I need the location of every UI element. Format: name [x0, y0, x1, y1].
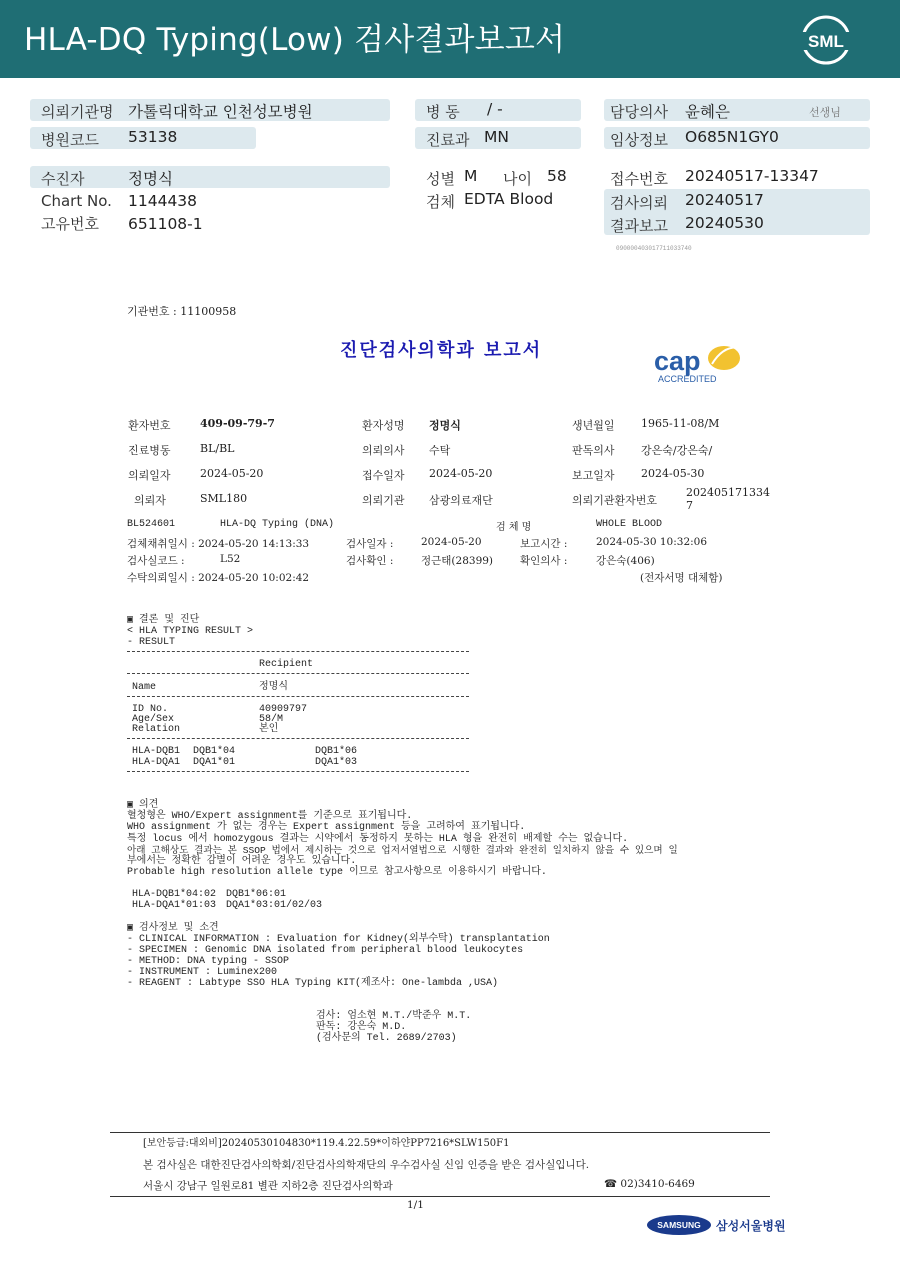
report-title: 진단검사의학과 보고서: [340, 340, 543, 361]
row3-label3: 보고일자: [572, 469, 615, 482]
clinical-label: 임상정보: [610, 131, 668, 149]
sml-logo-icon: [800, 14, 852, 66]
meta2-testdate: 2024-05-20: [421, 536, 482, 548]
name-label: Name: [132, 682, 157, 693]
info-line: - SPECIMEN : Genomic DNA isolated from peripheral blood leukocytes: [127, 945, 524, 956]
relation-label: Relation: [132, 724, 181, 735]
ward-label: 병 동: [426, 103, 460, 121]
hospital-code-label: 병원코드: [41, 131, 99, 149]
footer-address: 서울시 강남구 일원로81 별관 지하2층 진단검사의학과: [143, 1180, 393, 1192]
dqb1-allele2: DQB1*06: [315, 746, 358, 757]
meta3-check: 정근태(28399): [421, 555, 494, 567]
divider: [127, 771, 469, 772]
row2-value1: BL/BL: [200, 442, 235, 455]
name-value: 정명식: [259, 682, 288, 693]
dqb1-locus: HLA-DQB1: [132, 746, 181, 757]
row3-value2: 2024-05-20: [429, 467, 493, 480]
receipt-label: 접수번호: [610, 170, 668, 188]
sex-label: 성별: [426, 170, 455, 188]
dqa1-allele1: DQA1*01: [193, 757, 236, 768]
samsung-logo-icon: [646, 1214, 712, 1236]
chart-value: 1144438: [128, 192, 198, 210]
row2-value3: 강은숙/강은숙/: [641, 444, 713, 457]
header-bar: [0, 0, 900, 78]
sml-logo-text: SML: [808, 32, 844, 51]
footer-cert: 본 검사실은 대한진단검사의학회/진단검사의학재단의 우수검사실 신임 인증을 받은 검사실입니다.: [143, 1159, 590, 1171]
footer-top-rule: [110, 1132, 770, 1133]
meta4-request: 수탁의뢰일시 : 2024-05-20 10:02:42: [127, 572, 310, 584]
info-heading: ▣ 검사정보 및 소견: [127, 923, 219, 934]
hr-dqb1: HLA-DQB1*04:02: [132, 889, 217, 900]
sex-value: M: [464, 167, 478, 185]
hr-dqa1-2: DQA1*03:01/02/03: [226, 900, 323, 911]
footer-tel: ☎ 02)3410-6469: [604, 1178, 695, 1190]
divider: [127, 673, 469, 674]
row3-value1: 2024-05-20: [200, 467, 264, 480]
footer-bottom-rule: [110, 1196, 770, 1197]
chart-label: Chart No.: [41, 192, 112, 210]
meta1-test: HLA-DQ Typing (DNA): [220, 519, 335, 530]
physician-title: 선생님: [809, 106, 841, 119]
sign-contact: (검사문의 Tel. 2689/2703): [316, 1033, 457, 1044]
hr-dqa1: HLA-DQA1*01:03: [132, 900, 217, 911]
opinion-line: Probable high resolution allele type 이므로 참고사항으로 이용하시기 바랍니다.: [127, 867, 547, 878]
patient-value: 정명식: [128, 170, 173, 188]
meta3-labcode: L52: [220, 553, 241, 565]
unique-label: 고유번호: [41, 215, 99, 233]
samsung-logo-text: SAMSUNG: [657, 1220, 701, 1230]
row2-label2: 의뢰의사: [362, 444, 405, 457]
row3-label1: 의뢰일자: [128, 469, 171, 482]
info-line: - REAGENT : Labtype SSO HLA Typing KIT(제조사: One-lambda ,USA): [127, 978, 499, 989]
row1-value2: 정명식: [429, 419, 461, 432]
divider: [127, 696, 469, 697]
page-number: 1/1: [407, 1199, 424, 1211]
agesex-label: Age/Sex: [132, 714, 175, 725]
opinion-line: 특정 locus 에서 homozygous 결과는 시약에서 동정하지 못하는 HLA 형을 완전히 배제할 수는 없습니다.: [127, 834, 629, 845]
meta2-reporttime: 2024-05-30 10:32:06: [596, 536, 708, 548]
department-label: 진료과: [426, 131, 470, 149]
report-value: 20240530: [685, 214, 764, 232]
org-number: 기관번호 : 11100958: [127, 305, 237, 318]
meta2-collect: 검체채취일시 : 2024-05-20 14:13:33: [127, 538, 310, 550]
info-line: - INSTRUMENT : Luminex200: [127, 967, 278, 978]
agesex-value: 58/M: [259, 714, 284, 725]
receipt-value: 20240517-13347: [685, 167, 819, 185]
row3-label2: 접수일자: [362, 469, 405, 482]
footer-code: [보안등급:대외비]20240530104830*119.4.22.59*이하얀PP7216*SLW150F1: [143, 1138, 510, 1149]
age-label: 나이: [503, 170, 532, 188]
request-label: 검사의뢰: [610, 194, 668, 212]
samsung-hospital-name: 삼성서울병원: [716, 1219, 786, 1233]
row4-label1: 의뢰자: [134, 494, 166, 507]
requesting-org-label: 의뢰기관명: [41, 103, 114, 121]
row2-label1: 진료병동: [128, 444, 171, 457]
physician-value: 윤혜은: [685, 103, 730, 121]
meta3-labcode-label: 검사실코드 :: [127, 555, 185, 567]
result-heading: ▣ 결론 및 진단: [127, 615, 200, 626]
opinion-heading: ▣ 의견: [127, 800, 159, 811]
info-line: - METHOD: DNA typing - SSOP: [127, 956, 290, 967]
meta1-specimen: WHOLE BLOOD: [596, 519, 663, 530]
id-label: ID No.: [132, 704, 169, 715]
meta3-doctor-label: 확인의사 :: [520, 555, 568, 567]
cap-accredited-logo: [652, 342, 748, 386]
row4-value3: 202405171334: [686, 486, 770, 499]
row1-value3: 1965-11-08/M: [641, 417, 720, 430]
unique-value: 651108-1: [128, 215, 203, 233]
opinion-line: 아래 고해상도 결과는 본 SSOP 법에서 제시하는 것으로 업저서열법으로 시행한 결과와 완전히 일치하지 않을 수 있으며 일: [127, 845, 678, 856]
opinion-line: WHO assignment 가 없는 경우는 Expert assignment 등을 고려하여 표기됩니다.: [127, 822, 526, 833]
meta1-specimen-label: 검 체 명: [496, 522, 532, 533]
meta1-code: BL524601: [127, 519, 176, 530]
row2-label3: 판독의사: [572, 444, 615, 457]
row4-value2: 삼광의료재단: [429, 494, 493, 507]
row2-value2: 수탁: [429, 444, 451, 457]
physician-label: 담당의사: [610, 103, 668, 121]
id-value: 40909797: [259, 704, 308, 715]
report-label: 결과보고: [610, 217, 668, 235]
ward-value: / -: [487, 100, 503, 118]
divider: [127, 651, 469, 652]
cap-logo-subtext: ACCREDITED: [658, 374, 717, 384]
opinion-line: 혈청형은 WHO/Expert assignment를 기준으로 표기됩니다.: [127, 811, 413, 822]
dqa1-allele2: DQA1*03: [315, 757, 358, 768]
hospital-code-value: 53138: [128, 128, 178, 146]
age-value: 58: [547, 167, 567, 185]
row4-label2: 의뢰기관: [362, 494, 405, 507]
meta3-doctor: 강은숙(406): [596, 555, 655, 567]
clinical-value: O685N1GY0: [685, 128, 779, 146]
dqb1-allele1: DQB1*04: [193, 746, 236, 757]
row4-value1: SML180: [200, 492, 248, 505]
tiny-barcode: 090000403017711033740: [616, 245, 692, 252]
specimen-value: EDTA Blood: [464, 190, 554, 208]
divider: [127, 738, 469, 739]
result-label: - RESULT: [127, 637, 176, 648]
dqa1-locus: HLA-DQA1: [132, 757, 181, 768]
row4-label3: 의뢰기관환자번호: [572, 494, 658, 507]
meta2-testdate-label: 검사일자 :: [346, 538, 394, 550]
page-title: HLA-DQ Typing(Low) 검사결과보고서: [24, 22, 566, 58]
specimen-label: 검체: [426, 193, 455, 211]
sign-tester: 검사: 엄소현 M.T./박준우 M.T.: [316, 1011, 472, 1022]
row1-label1: 환자번호: [128, 419, 171, 432]
requesting-org-value: 가톨릭대학교 인천성모병원: [128, 103, 313, 121]
hr-dqb1-2: DQB1*06:01: [226, 889, 287, 900]
sign-reader: 판독: 강은숙 M.D.: [316, 1022, 407, 1033]
recipient-label: Recipient: [259, 659, 314, 670]
result-subheading: < HLA TYPING RESULT >: [127, 626, 254, 637]
meta3-check-label: 검사확인 :: [346, 555, 394, 567]
cap-logo-text: cap: [654, 346, 701, 376]
row1-label2: 환자성명: [362, 419, 405, 432]
request-value: 20240517: [685, 191, 764, 209]
row4-value3-cont: 7: [686, 499, 693, 512]
meta4-esign: (전자서명 대체함): [640, 572, 723, 584]
meta2-reporttime-label: 보고시간 :: [520, 538, 568, 550]
info-line: - CLINICAL INFORMATION : Evaluation for Kidney(외부수탁) transplantation: [127, 934, 550, 945]
row1-label3: 생년월일: [572, 419, 615, 432]
patient-label: 수진자: [41, 170, 85, 188]
department-value: MN: [484, 128, 509, 146]
relation-value: 본인: [259, 724, 279, 735]
opinion-line: 부에서는 정확한 감별이 어려운 경우도 있습니다.: [127, 856, 357, 867]
row3-value3: 2024-05-30: [641, 467, 705, 480]
row1-value1: 409-09-79-7: [200, 417, 275, 430]
